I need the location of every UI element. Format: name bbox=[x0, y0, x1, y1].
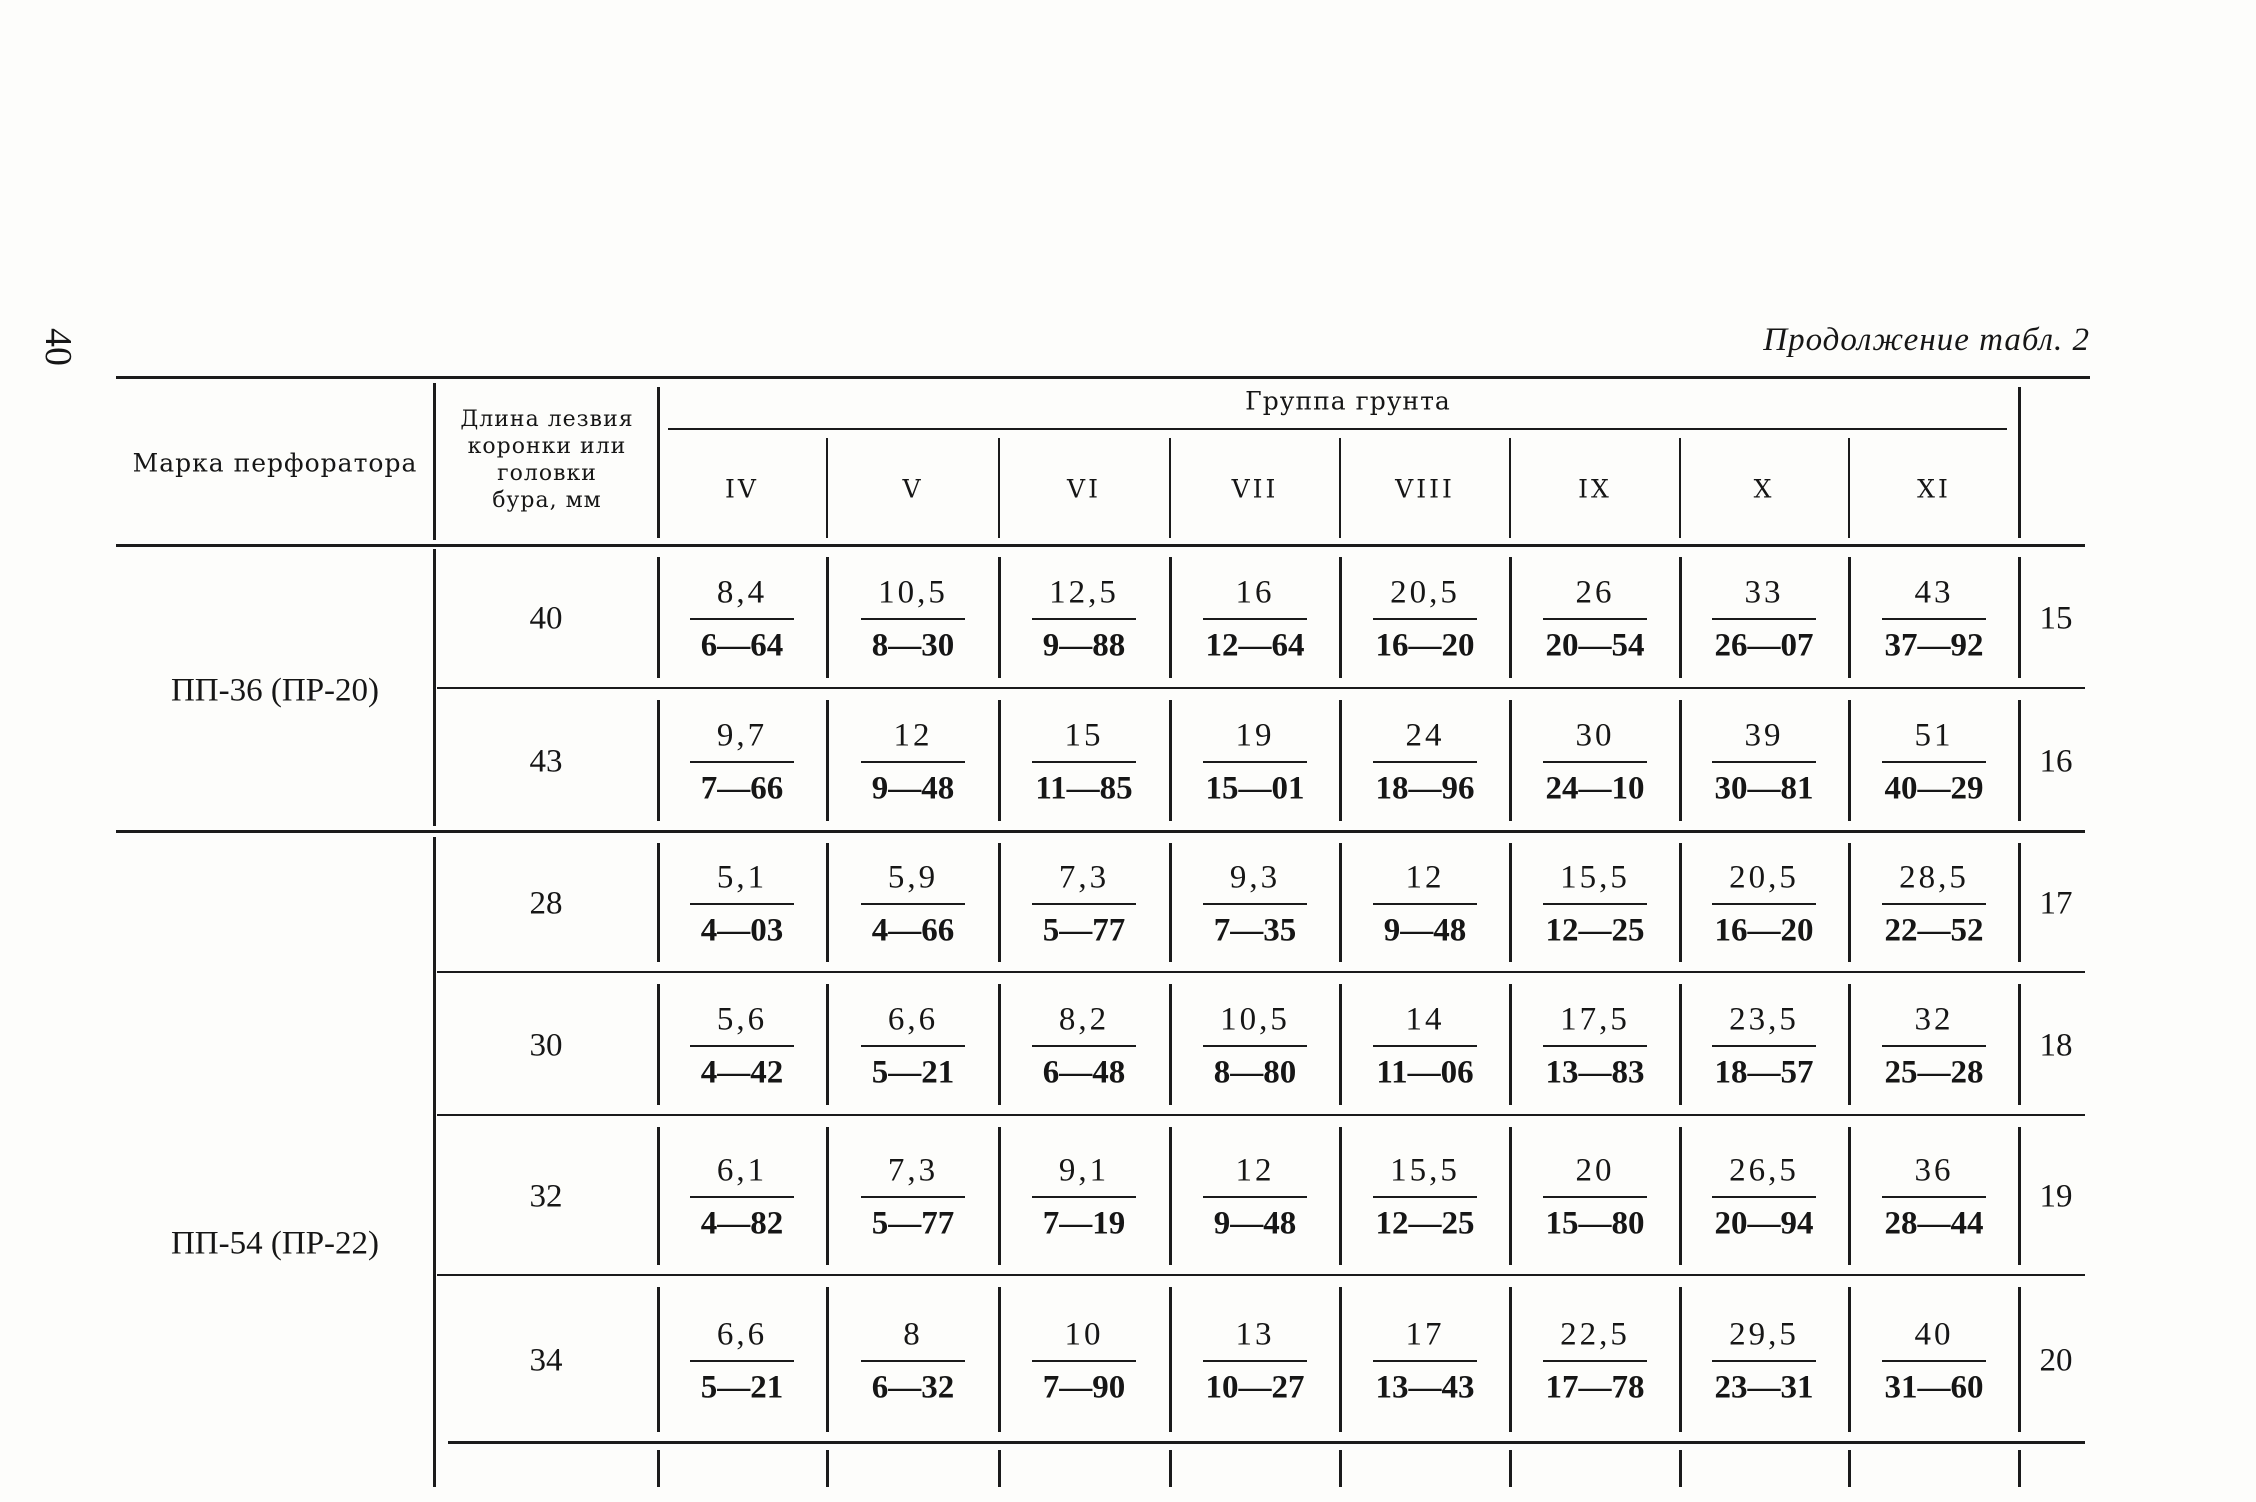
rule-line bbox=[657, 1450, 660, 1487]
fraction-bar bbox=[1882, 1360, 1986, 1362]
fraction-numerator: 40 bbox=[1914, 1316, 1954, 1352]
rule-line bbox=[433, 837, 436, 1487]
rule-line bbox=[1339, 438, 1341, 538]
fraction-numerator: 20,5 bbox=[1729, 859, 1799, 895]
rule-line bbox=[657, 557, 660, 678]
fraction-denominator: 4—03 bbox=[700, 912, 784, 948]
fraction-denominator: 11—85 bbox=[1035, 770, 1133, 806]
fraction-bar bbox=[1543, 618, 1647, 620]
fraction-bar bbox=[1203, 761, 1307, 763]
fraction-numerator: 8 bbox=[903, 1316, 923, 1352]
rule-line bbox=[998, 700, 1001, 821]
fraction-denominator: 5—77 bbox=[1042, 912, 1126, 948]
table-continuation-caption: Продолжение табл. 2 bbox=[1763, 322, 2090, 358]
rule-line bbox=[1679, 438, 1681, 538]
fraction-numerator: 20 bbox=[1575, 1152, 1615, 1189]
fraction-bar bbox=[861, 1045, 965, 1047]
fraction-denominator: 28—44 bbox=[1884, 1205, 1984, 1242]
fraction-bar bbox=[1032, 761, 1136, 763]
rule-line bbox=[998, 1287, 1001, 1432]
fraction-denominator: 4—66 bbox=[871, 912, 955, 948]
row-number: 16 bbox=[2039, 743, 2073, 779]
rule-line bbox=[116, 830, 2085, 833]
fraction-bar bbox=[1203, 1360, 1307, 1362]
fraction-bar bbox=[1203, 1196, 1307, 1198]
fraction-numerator: 20,5 bbox=[1390, 574, 1460, 610]
fraction-denominator: 4—42 bbox=[700, 1054, 784, 1090]
rule-line bbox=[1679, 843, 1682, 962]
fraction-bar bbox=[690, 761, 794, 763]
row-number: 18 bbox=[2039, 1027, 2073, 1063]
header-drill-model: Марка перфоратора bbox=[132, 448, 418, 478]
fraction-denominator: 12—25 bbox=[1375, 1205, 1475, 1242]
fraction-denominator: 9—48 bbox=[1383, 912, 1467, 948]
fraction-denominator: 25—28 bbox=[1884, 1054, 1984, 1090]
fraction-denominator: 9—48 bbox=[871, 770, 955, 806]
header-bit-length-line: головки bbox=[497, 461, 597, 486]
fraction-numerator: 23,5 bbox=[1729, 1001, 1799, 1037]
fraction-bar bbox=[1712, 903, 1816, 905]
rule-line bbox=[657, 843, 660, 962]
rule-line bbox=[433, 549, 436, 826]
header-bit-length-line: Длина лезвия bbox=[460, 407, 634, 432]
fraction-numerator: 10 bbox=[1064, 1316, 1104, 1352]
fraction-bar bbox=[1882, 1045, 1986, 1047]
rule-line bbox=[1848, 1127, 1851, 1265]
rule-line bbox=[1339, 1450, 1342, 1487]
drill-model-label: ПП-54 (ПР-22) bbox=[170, 1225, 380, 1262]
fraction-numerator: 33 bbox=[1744, 574, 1784, 610]
rule-line bbox=[826, 438, 828, 538]
rule-line bbox=[826, 843, 829, 962]
fraction-numerator: 32 bbox=[1914, 1001, 1954, 1037]
fraction-bar bbox=[1032, 1045, 1136, 1047]
fraction-numerator: 8,4 bbox=[716, 574, 768, 610]
fraction-numerator: 10,5 bbox=[1220, 1001, 1290, 1037]
fraction-numerator: 14 bbox=[1405, 1001, 1445, 1037]
fraction-denominator: 7—19 bbox=[1042, 1205, 1126, 1242]
fraction-numerator: 15,5 bbox=[1560, 859, 1630, 895]
rule-line bbox=[657, 1127, 660, 1265]
fraction-numerator: 15,5 bbox=[1390, 1152, 1460, 1189]
rule-line bbox=[1848, 843, 1851, 962]
fraction-bar bbox=[861, 761, 965, 763]
fraction-denominator: 24—10 bbox=[1545, 770, 1645, 806]
fraction-denominator: 8—30 bbox=[871, 627, 955, 663]
fraction-numerator: 17,5 bbox=[1560, 1001, 1630, 1037]
fraction-bar bbox=[1373, 618, 1477, 620]
rule-line bbox=[1679, 1287, 1682, 1432]
rule-line bbox=[657, 984, 660, 1105]
drill-model-label: ПП-36 (ПР-20) bbox=[170, 672, 380, 709]
rule-line bbox=[1509, 1127, 1512, 1265]
rule-line bbox=[826, 700, 829, 821]
fraction-bar bbox=[1543, 761, 1647, 763]
fraction-denominator: 18—57 bbox=[1714, 1054, 1814, 1090]
rule-line bbox=[437, 1274, 2085, 1276]
soil-group-header: XI bbox=[1917, 474, 1951, 504]
fraction-numerator: 26 bbox=[1575, 574, 1615, 610]
rule-line bbox=[1848, 438, 1850, 538]
rule-line bbox=[1509, 843, 1512, 962]
rule-line bbox=[1848, 700, 1851, 821]
rule-line bbox=[433, 383, 436, 540]
header-soil-group: Группа грунта bbox=[1245, 386, 1451, 416]
fraction-bar bbox=[1712, 1360, 1816, 1362]
rule-line bbox=[1848, 557, 1851, 678]
soil-group-header: X bbox=[1753, 474, 1775, 504]
rule-line bbox=[657, 387, 660, 538]
fraction-numerator: 39 bbox=[1744, 717, 1784, 753]
rule-line bbox=[437, 1114, 2085, 1116]
rule-line bbox=[437, 971, 2085, 973]
fraction-numerator: 15 bbox=[1064, 717, 1104, 753]
rule-line bbox=[1509, 700, 1512, 821]
fraction-numerator: 5,1 bbox=[716, 859, 768, 895]
fraction-numerator: 6,6 bbox=[716, 1316, 768, 1352]
fraction-numerator: 26,5 bbox=[1729, 1152, 1799, 1189]
soil-group-header: V bbox=[902, 474, 924, 504]
fraction-denominator: 11—06 bbox=[1376, 1054, 1474, 1090]
fraction-bar bbox=[1543, 1360, 1647, 1362]
row-number: 20 bbox=[2039, 1342, 2073, 1378]
fraction-denominator: 20—54 bbox=[1545, 627, 1645, 663]
fraction-denominator: 15—80 bbox=[1545, 1205, 1645, 1242]
fraction-bar bbox=[1882, 1196, 1986, 1198]
fraction-numerator: 9,1 bbox=[1058, 1152, 1110, 1189]
rule-line bbox=[1169, 557, 1172, 678]
fraction-numerator: 43 bbox=[1914, 574, 1954, 610]
fraction-bar bbox=[1203, 618, 1307, 620]
rule-line bbox=[1848, 984, 1851, 1105]
bit-length-value: 28 bbox=[529, 885, 563, 921]
bit-length-value: 32 bbox=[529, 1178, 563, 1215]
fraction-numerator: 12,5 bbox=[1049, 574, 1119, 610]
soil-group-header: VI bbox=[1067, 474, 1101, 504]
fraction-bar bbox=[1032, 903, 1136, 905]
fraction-denominator: 13—83 bbox=[1545, 1054, 1645, 1090]
fraction-denominator: 9—88 bbox=[1042, 627, 1126, 663]
fraction-denominator: 9—48 bbox=[1213, 1205, 1297, 1242]
rule-line bbox=[2018, 700, 2021, 821]
rule-line bbox=[448, 1441, 2085, 1444]
fraction-denominator: 5—21 bbox=[871, 1054, 955, 1090]
fraction-bar bbox=[1882, 903, 1986, 905]
fraction-bar bbox=[1203, 1045, 1307, 1047]
fraction-denominator: 40—29 bbox=[1884, 770, 1984, 806]
rule-line bbox=[1848, 1450, 1851, 1487]
rule-line bbox=[826, 984, 829, 1105]
fraction-denominator: 10—27 bbox=[1205, 1369, 1305, 1405]
rule-line bbox=[998, 557, 1001, 678]
rule-line bbox=[437, 687, 2085, 689]
fraction-bar bbox=[1032, 618, 1136, 620]
rule-line bbox=[998, 1127, 1001, 1265]
fraction-numerator: 36 bbox=[1914, 1152, 1954, 1189]
rule-line bbox=[1169, 1127, 1172, 1265]
fraction-denominator: 22—52 bbox=[1884, 912, 1984, 948]
fraction-denominator: 26—07 bbox=[1714, 627, 1814, 663]
fraction-numerator: 7,3 bbox=[1058, 859, 1110, 895]
rule-line bbox=[2018, 557, 2021, 678]
rule-line bbox=[1509, 984, 1512, 1105]
fraction-bar bbox=[690, 903, 794, 905]
fraction-bar bbox=[1032, 1196, 1136, 1198]
bit-length-value: 34 bbox=[529, 1342, 563, 1378]
rule-line bbox=[1169, 438, 1171, 538]
fraction-denominator: 5—21 bbox=[700, 1369, 784, 1405]
fraction-denominator: 7—90 bbox=[1042, 1369, 1126, 1405]
fraction-denominator: 37—92 bbox=[1884, 627, 1984, 663]
fraction-numerator: 16 bbox=[1235, 574, 1275, 610]
fraction-denominator: 13—43 bbox=[1375, 1369, 1475, 1405]
fraction-bar bbox=[861, 618, 965, 620]
header-bit-length bbox=[460, 406, 633, 514]
rule-line bbox=[657, 1287, 660, 1432]
fraction-bar bbox=[861, 1360, 965, 1362]
fraction-bar bbox=[861, 1196, 965, 1198]
soil-group-header: IV bbox=[725, 474, 759, 504]
fraction-numerator: 24 bbox=[1405, 717, 1445, 753]
fraction-bar bbox=[1712, 618, 1816, 620]
fraction-denominator: 20—94 bbox=[1714, 1205, 1814, 1242]
rule-line bbox=[2018, 1287, 2021, 1432]
fraction-bar bbox=[1373, 903, 1477, 905]
rule-line bbox=[998, 984, 1001, 1105]
fraction-numerator: 6,1 bbox=[716, 1152, 768, 1189]
rule-line bbox=[1679, 1127, 1682, 1265]
rule-line bbox=[1169, 984, 1172, 1105]
rule-line bbox=[1848, 1287, 1851, 1432]
rule-line bbox=[116, 376, 2090, 379]
fraction-numerator: 9,7 bbox=[716, 717, 768, 753]
rule-line bbox=[657, 700, 660, 821]
fraction-denominator: 31—60 bbox=[1884, 1369, 1984, 1405]
rule-line bbox=[1679, 1450, 1682, 1487]
fraction-numerator: 5,6 bbox=[716, 1001, 768, 1037]
rule-line bbox=[998, 843, 1001, 962]
rule-line bbox=[2018, 843, 2021, 962]
fraction-denominator: 23—31 bbox=[1714, 1369, 1814, 1405]
fraction-bar bbox=[1373, 1196, 1477, 1198]
fraction-bar bbox=[1203, 903, 1307, 905]
bit-length-value: 40 bbox=[529, 600, 563, 636]
rule-line bbox=[2018, 387, 2021, 538]
fraction-denominator: 7—35 bbox=[1213, 912, 1297, 948]
rule-line bbox=[2018, 984, 2021, 1105]
rule-line bbox=[116, 544, 2085, 547]
soil-group-header: VII bbox=[1231, 474, 1279, 504]
fraction-numerator: 9,3 bbox=[1229, 859, 1281, 895]
rule-line bbox=[1169, 843, 1172, 962]
fraction-denominator: 4—82 bbox=[700, 1205, 784, 1242]
fraction-denominator: 16—20 bbox=[1375, 627, 1475, 663]
fraction-bar bbox=[690, 1196, 794, 1198]
rule-line bbox=[1679, 984, 1682, 1105]
row-number: 15 bbox=[2039, 600, 2073, 636]
rule-line bbox=[1509, 1450, 1512, 1487]
fraction-numerator: 6,6 bbox=[887, 1001, 939, 1037]
soil-group-header: VIII bbox=[1395, 474, 1455, 504]
rule-line bbox=[1679, 700, 1682, 821]
fraction-bar bbox=[1882, 618, 1986, 620]
rule-line bbox=[2018, 1127, 2021, 1265]
fraction-bar bbox=[1543, 1045, 1647, 1047]
soil-group-header: IX bbox=[1578, 474, 1612, 504]
rule-line bbox=[826, 557, 829, 678]
rule-line bbox=[1679, 557, 1682, 678]
rule-line bbox=[1339, 843, 1342, 962]
fraction-denominator: 12—25 bbox=[1545, 912, 1645, 948]
fraction-denominator: 8—80 bbox=[1213, 1054, 1297, 1090]
bit-length-value: 30 bbox=[529, 1027, 563, 1063]
fraction-numerator: 7,3 bbox=[887, 1152, 939, 1189]
rule-line bbox=[2018, 1450, 2021, 1487]
rule-line bbox=[826, 1450, 829, 1487]
fraction-denominator: 30—81 bbox=[1714, 770, 1814, 806]
fraction-denominator: 6—32 bbox=[871, 1369, 955, 1405]
rule-line bbox=[1509, 1287, 1512, 1432]
fraction-denominator: 6—48 bbox=[1042, 1054, 1126, 1090]
fraction-numerator: 8,2 bbox=[1058, 1001, 1110, 1037]
fraction-numerator: 28,5 bbox=[1899, 859, 1969, 895]
row-number: 17 bbox=[2039, 885, 2073, 921]
fraction-denominator: 17—78 bbox=[1545, 1369, 1645, 1405]
fraction-denominator: 6—64 bbox=[700, 627, 784, 663]
rule-line bbox=[826, 1127, 829, 1265]
rule-line bbox=[1339, 1127, 1342, 1265]
rule-line bbox=[1339, 557, 1342, 678]
fraction-bar bbox=[690, 1360, 794, 1362]
fraction-bar bbox=[861, 903, 965, 905]
fraction-bar bbox=[1373, 1045, 1477, 1047]
fraction-bar bbox=[1032, 1360, 1136, 1362]
fraction-denominator: 12—64 bbox=[1205, 627, 1305, 663]
rule-line bbox=[998, 438, 1000, 538]
fraction-numerator: 10,5 bbox=[878, 574, 948, 610]
fraction-bar bbox=[1373, 1360, 1477, 1362]
fraction-bar bbox=[1373, 761, 1477, 763]
rule-line bbox=[1339, 1287, 1342, 1432]
fraction-denominator: 16—20 bbox=[1714, 912, 1814, 948]
fraction-denominator: 18—96 bbox=[1375, 770, 1475, 806]
rule-line bbox=[1169, 1287, 1172, 1432]
fraction-numerator: 12 bbox=[893, 717, 933, 753]
fraction-numerator: 12 bbox=[1405, 859, 1445, 895]
rule-line bbox=[1169, 1450, 1172, 1487]
page-number: 40 bbox=[37, 328, 79, 366]
fraction-numerator: 5,9 bbox=[887, 859, 939, 895]
rule-line bbox=[1509, 557, 1512, 678]
fraction-numerator: 17 bbox=[1405, 1316, 1445, 1352]
rule-line bbox=[1169, 700, 1172, 821]
rule-line bbox=[1339, 984, 1342, 1105]
fraction-bar bbox=[690, 618, 794, 620]
rule-line bbox=[668, 428, 2007, 430]
fraction-numerator: 51 bbox=[1914, 717, 1954, 753]
fraction-denominator: 15—01 bbox=[1205, 770, 1305, 806]
rule-line bbox=[998, 1450, 1001, 1487]
rule-line bbox=[1509, 438, 1511, 538]
fraction-denominator: 7—66 bbox=[700, 770, 784, 806]
fraction-bar bbox=[690, 1045, 794, 1047]
rule-line bbox=[1339, 700, 1342, 821]
fraction-bar bbox=[1712, 1045, 1816, 1047]
header-bit-length-line: бура, мм bbox=[492, 488, 602, 513]
bit-length-value: 43 bbox=[529, 743, 563, 779]
fraction-numerator: 22,5 bbox=[1560, 1316, 1630, 1352]
fraction-denominator: 5—77 bbox=[871, 1205, 955, 1242]
fraction-numerator: 29,5 bbox=[1729, 1316, 1799, 1352]
fraction-numerator: 30 bbox=[1575, 717, 1615, 753]
fraction-bar bbox=[1543, 903, 1647, 905]
fraction-bar bbox=[1712, 761, 1816, 763]
fraction-numerator: 12 bbox=[1235, 1152, 1275, 1189]
fraction-numerator: 13 bbox=[1235, 1316, 1275, 1352]
fraction-bar bbox=[1543, 1196, 1647, 1198]
rule-line bbox=[826, 1287, 829, 1432]
row-number: 19 bbox=[2039, 1178, 2073, 1215]
fraction-bar bbox=[1712, 1196, 1816, 1198]
header-bit-length-line: коронки или bbox=[467, 434, 627, 459]
fraction-bar bbox=[1882, 761, 1986, 763]
fraction-numerator: 19 bbox=[1235, 717, 1275, 753]
